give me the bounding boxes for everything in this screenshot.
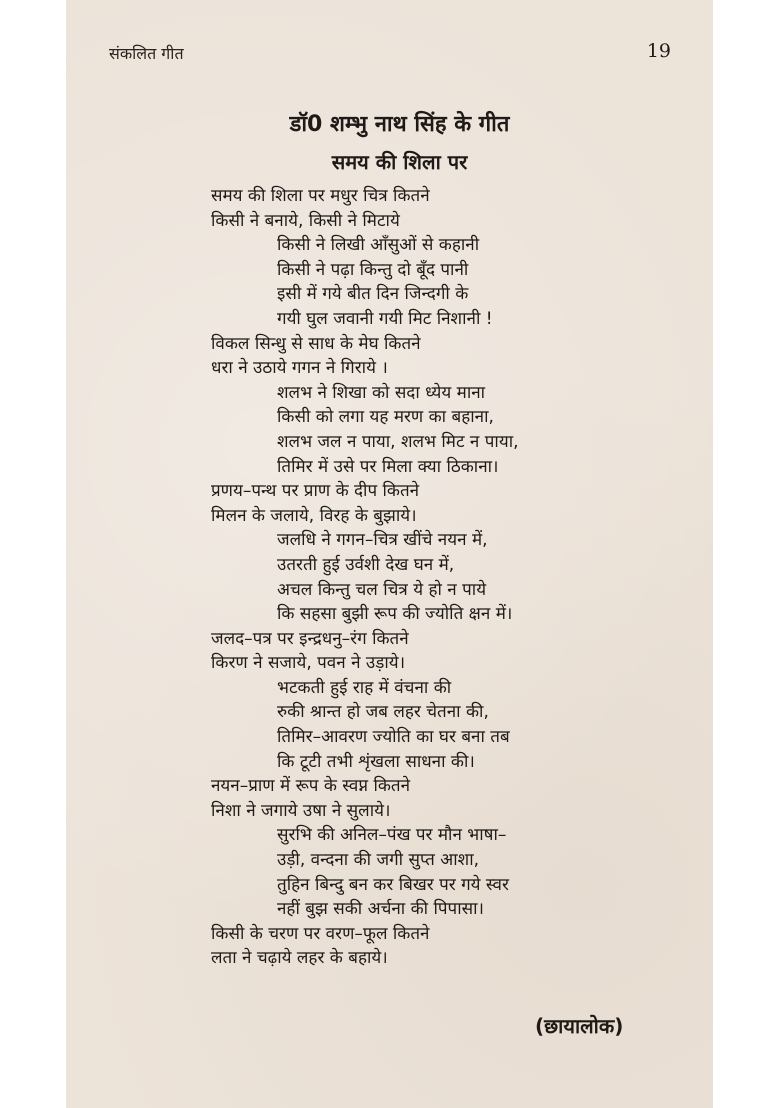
section-title: डॉ0 शम्भु नाथ सिंह के गीत <box>289 112 510 137</box>
poem-body <box>211 184 519 971</box>
running-head: संकलित गीत <box>109 44 184 63</box>
poem-line: किसी के चरण पर वरण–फूल कितने <box>211 923 430 944</box>
poem-line: उड़ी, वन्दना की जगी सुप्त आशा, <box>277 850 480 871</box>
poem-line: लता ने चढ़ाये लहर के बहाये। <box>211 948 388 969</box>
poem-line: गयी घुल जवानी गयी मिट निशानी ! <box>277 308 493 329</box>
page-number: 19 <box>646 40 671 62</box>
poem-line: कि टूटी तभी शृंखला साधना की। <box>277 751 475 772</box>
poem-line: तुहिन बिन्दु बन कर बिखर पर गये स्वर <box>277 874 509 895</box>
poem-line: भटकती हुई राह में वंचना की <box>277 677 452 698</box>
poem-line: सुरभि की अनिल–पंख पर मौन भाषा– <box>277 825 507 846</box>
poem-line: नयन–प्राण में रूप के स्वप्न कितने <box>211 776 411 797</box>
poem-line: तिमिर–आवरण ज्योति का घर बना तब <box>277 727 510 748</box>
poem-line: धरा ने उठाये गगन ने गिराये । <box>211 358 388 379</box>
poem-line: किसी ने बनाये, किसी ने मिटाये <box>211 210 400 231</box>
poem-line: किसी को लगा यह मरण का बहाना, <box>277 407 494 428</box>
poem-line: प्रणय–पन्थ पर प्राण के दीप कितने <box>211 481 420 502</box>
poem-line: निशा ने जगाये उषा ने सुलाये। <box>211 800 391 821</box>
poem-line: मिलन के जलाये, विरह के बुझाये। <box>211 505 417 526</box>
poem-line: तिमिर में उसे पर मिला क्या ठिकाना। <box>277 456 499 477</box>
poem-line: समय की शिला पर मधुर चित्र कितने <box>211 186 430 206</box>
book-page <box>66 0 713 1108</box>
poem-line: इसी में गये बीत दिन जिन्दगी के <box>277 284 469 305</box>
poem-line: अचल किन्तु चल चित्र ये हो न पाये <box>277 579 487 600</box>
poem-line: शलभ जल न पाया, शलभ मिट न पाया, <box>277 431 519 452</box>
poem-line: जलद–पत्र पर इन्द्रधनु–रंग कितने <box>211 628 409 649</box>
poem-line: नहीं बुझ सकी अर्चना की पिपासा। <box>277 899 484 920</box>
poem-line: शलभ ने शिखा को सदा ध्येय माना <box>277 382 486 403</box>
poem-title: समय की शिला पर <box>331 150 468 174</box>
poem-line: कि सहसा बुझी रूप की ज्योति क्षन में। <box>277 604 513 625</box>
poem-line: रुकी श्रान्त हो जब लहर चेतना की, <box>277 702 489 723</box>
poem-line: किसी ने लिखी आँसुओं से कहानी <box>277 235 480 256</box>
poem-line: उतरती हुई उर्वशी देख घन में, <box>277 554 455 575</box>
poem-line: किसी ने पढ़ा किन्तु दो बूँद पानी <box>277 259 469 280</box>
poem-line: जलधि ने गगन–चित्र खींचे नयन में, <box>277 530 488 551</box>
poem-line: विकल सिन्धु से साध के मेघ कितने <box>211 333 421 354</box>
poem-line: किरण ने सजाये, पवन ने उड़ाये। <box>211 653 406 674</box>
poem-source: (छायालोक) <box>535 1014 624 1038</box>
